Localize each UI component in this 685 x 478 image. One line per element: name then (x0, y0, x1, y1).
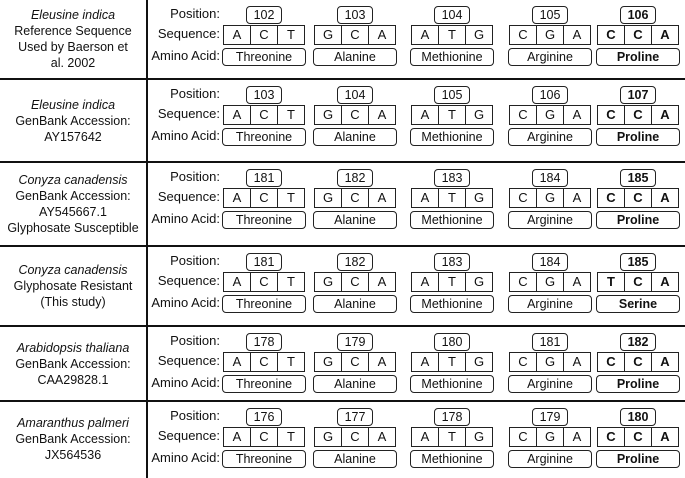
position-box: 103 (246, 86, 282, 104)
nucleotide-cell: C (510, 106, 537, 124)
nucleotide-cell: C (625, 273, 652, 291)
amino-acid-box: Alanine (313, 211, 397, 229)
nucleotide-cell: A (572, 190, 582, 205)
nucleotide-cell: A (412, 273, 439, 291)
codon-sequence-box (411, 352, 493, 372)
nucleotide-cell: C (251, 189, 278, 207)
codon-sequence-box (314, 25, 396, 45)
nucleotide-cell: C (342, 189, 369, 207)
amino-acid-box: Arginine (508, 295, 592, 313)
nucleotide-cell: G (473, 27, 485, 42)
amino-acid-row-title: Amino Acid: (151, 375, 220, 390)
amino-acid-box: Methionine (410, 450, 494, 468)
nucleotide-cell: G (315, 273, 342, 291)
nucleotide-cell: A (377, 190, 387, 205)
amino-acid-box: Threonine (222, 450, 306, 468)
codon-sequence-box (509, 105, 591, 125)
position-box: 106 (620, 6, 656, 24)
nucleotide-cell: G (473, 274, 485, 289)
codon-sequence-box (223, 105, 305, 125)
sequence-row-title: Sequence: (157, 428, 220, 443)
nucleotide-cell: A (224, 353, 251, 371)
nucleotide-cell: A (224, 26, 251, 44)
amino-acid-row-title: Amino Acid: (151, 48, 220, 63)
sequence-row-title: Sequence: (157, 353, 220, 368)
sequence-row-title: Sequence: (157, 106, 220, 121)
codon-sequence-box (597, 25, 679, 45)
nucleotide-cell: C (598, 106, 625, 124)
codon-sequence-box (597, 188, 679, 208)
label-line: Glyphosate Susceptible (7, 221, 139, 235)
label-line: AY545667.1 (39, 205, 107, 219)
nucleotide-cell: G (315, 353, 342, 371)
row-divider (0, 78, 685, 80)
nucleotide-cell: A (224, 189, 251, 207)
species-name: Eleusine indica (30, 8, 116, 22)
nucleotide-cell: T (287, 354, 295, 369)
amino-acid-box: Arginine (508, 211, 592, 229)
nucleotide-cell: A (412, 106, 439, 124)
amino-acid-box: Methionine (410, 128, 494, 146)
position-box: 180 (434, 333, 470, 351)
position-box: 178 (246, 333, 282, 351)
amino-acid-box: Methionine (410, 295, 494, 313)
nucleotide-cell: A (660, 27, 670, 42)
nucleotide-cell: A (660, 274, 670, 289)
position-box: 105 (532, 6, 568, 24)
nucleotide-cell: T (439, 273, 466, 291)
nucleotide-cell: G (537, 428, 564, 446)
amino-acid-box: Alanine (313, 450, 397, 468)
position-box: 179 (532, 408, 568, 426)
nucleotide-cell: A (660, 107, 670, 122)
codon-sequence-box (314, 352, 396, 372)
amino-acid-box: Alanine (313, 375, 397, 393)
nucleotide-cell: A (377, 107, 387, 122)
species-name: Amaranthus palmeri (17, 416, 129, 430)
nucleotide-cell: C (342, 106, 369, 124)
nucleotide-cell: G (537, 106, 564, 124)
label-line: GenBank Accession: (15, 356, 131, 371)
nucleotide-cell: A (224, 428, 251, 446)
nucleotide-cell: A (660, 354, 670, 369)
amino-acid-box: Methionine (410, 375, 494, 393)
species-name: Eleusine indica (30, 97, 116, 112)
codon-sequence-box (597, 105, 679, 125)
codon-sequence-box (223, 352, 305, 372)
nucleotide-cell: C (251, 273, 278, 291)
nucleotide-cell: A (377, 429, 387, 444)
nucleotide-cell: T (439, 189, 466, 207)
amino-acid-box: Methionine (410, 211, 494, 229)
nucleotide-cell: A (412, 189, 439, 207)
nucleotide-cell: G (315, 26, 342, 44)
nucleotide-cell: A (660, 429, 670, 444)
position-row-title: Position: (170, 253, 220, 268)
amino-acid-box: Threonine (222, 375, 306, 393)
nucleotide-cell: C (598, 428, 625, 446)
amino-acid-box: Proline (596, 375, 680, 393)
nucleotide-cell: G (537, 26, 564, 44)
position-box: 177 (337, 408, 373, 426)
nucleotide-cell: T (439, 428, 466, 446)
sequence-row-title: Sequence: (157, 26, 220, 41)
label-line: CAA29828.1 (37, 372, 109, 387)
nucleotide-cell: A (412, 26, 439, 44)
label-line: Used by Baerson et (18, 40, 128, 54)
row-divider (0, 400, 685, 402)
nucleotide-cell: G (473, 190, 485, 205)
nucleotide-cell: A (572, 429, 582, 444)
nucleotide-cell: G (537, 273, 564, 291)
nucleotide-cell: A (660, 190, 670, 205)
nucleotide-cell: A (572, 354, 582, 369)
position-row-title: Position: (170, 333, 220, 348)
label-line: Glyphosate Resistant (13, 279, 133, 293)
amino-acid-row-title: Amino Acid: (151, 211, 220, 226)
nucleotide-cell: C (342, 428, 369, 446)
nucleotide-cell: T (439, 106, 466, 124)
position-box: 183 (434, 169, 470, 187)
nucleotide-cell: T (287, 274, 295, 289)
label-line: Reference Sequence (14, 24, 132, 38)
species-name: Arabidopsis thaliana (16, 340, 130, 355)
nucleotide-cell: C (510, 428, 537, 446)
amino-acid-box: Threonine (222, 211, 306, 229)
nucleotide-cell: A (572, 27, 582, 42)
amino-acid-box: Threonine (222, 295, 306, 313)
nucleotide-cell: T (287, 190, 295, 205)
amino-acid-box: Methionine (410, 48, 494, 66)
nucleotide-cell: G (473, 354, 485, 369)
codon-sequence-box (509, 427, 591, 447)
nucleotide-cell: T (287, 27, 295, 42)
nucleotide-cell: C (251, 353, 278, 371)
row-divider (0, 325, 685, 327)
nucleotide-cell: C (342, 26, 369, 44)
label-line: GenBank Accession: (15, 432, 131, 446)
position-row-title: Position: (170, 169, 220, 184)
nucleotide-cell: C (625, 189, 652, 207)
codon-sequence-box (509, 188, 591, 208)
nucleotide-cell: C (510, 273, 537, 291)
codon-sequence-box (411, 25, 493, 45)
amino-acid-row-title: Amino Acid: (151, 128, 220, 143)
label-line: al. 2002 (50, 56, 96, 70)
position-box: 106 (532, 86, 568, 104)
position-row-title: Position: (170, 408, 220, 423)
label-line: GenBank Accession: (15, 113, 131, 128)
nucleotide-cell: C (510, 26, 537, 44)
position-row-title: Position: (170, 6, 220, 21)
position-box: 104 (337, 86, 373, 104)
codon-sequence-box (223, 25, 305, 45)
nucleotide-cell: C (598, 353, 625, 371)
codon-sequence-box (411, 272, 493, 292)
panel-label (0, 340, 146, 388)
nucleotide-cell: A (224, 106, 251, 124)
nucleotide-cell: A (224, 273, 251, 291)
position-box: 182 (620, 333, 656, 351)
species-name: Conyza canadensis (18, 173, 128, 187)
codon-sequence-box (411, 427, 493, 447)
position-box: 105 (434, 86, 470, 104)
nucleotide-cell: A (572, 274, 582, 289)
amino-acid-box: Arginine (508, 375, 592, 393)
nucleotide-cell: A (377, 27, 387, 42)
sequence-row-title: Sequence: (157, 189, 220, 204)
nucleotide-cell: G (315, 189, 342, 207)
position-box: 103 (337, 6, 373, 24)
codon-sequence-box (411, 188, 493, 208)
nucleotide-cell: A (377, 274, 387, 289)
amino-acid-box: Serine (596, 295, 680, 313)
nucleotide-cell: C (510, 189, 537, 207)
position-box: 179 (337, 333, 373, 351)
label-line: GenBank Accession: (15, 189, 131, 203)
panel-label (0, 415, 146, 463)
amino-acid-box: Alanine (313, 48, 397, 66)
vertical-divider (146, 0, 148, 478)
position-box: 102 (246, 6, 282, 24)
nucleotide-cell: C (342, 273, 369, 291)
amino-acid-box: Proline (596, 450, 680, 468)
sequence-row-title: Sequence: (157, 273, 220, 288)
position-box: 180 (620, 408, 656, 426)
codon-sequence-box (509, 272, 591, 292)
nucleotide-cell: C (625, 353, 652, 371)
nucleotide-cell: G (537, 353, 564, 371)
amino-acid-box: Proline (596, 128, 680, 146)
species-name: Conyza canadensis (18, 263, 128, 277)
codon-sequence-box (597, 272, 679, 292)
position-box: 183 (434, 253, 470, 271)
position-box: 178 (434, 408, 470, 426)
nucleotide-cell: G (473, 429, 485, 444)
nucleotide-cell: C (251, 106, 278, 124)
codon-sequence-box (223, 272, 305, 292)
nucleotide-cell: G (537, 189, 564, 207)
position-box: 107 (620, 86, 656, 104)
position-box: 104 (434, 6, 470, 24)
nucleotide-cell: T (439, 353, 466, 371)
codon-sequence-box (314, 105, 396, 125)
nucleotide-cell: A (572, 107, 582, 122)
position-box: 182 (337, 253, 373, 271)
nucleotide-cell: T (287, 107, 295, 122)
amino-acid-row-title: Amino Acid: (151, 450, 220, 465)
row-divider (0, 245, 685, 247)
amino-acid-box: Proline (596, 48, 680, 66)
codon-sequence-box (411, 105, 493, 125)
position-box: 184 (532, 169, 568, 187)
amino-acid-box: Alanine (313, 295, 397, 313)
codon-sequence-box (597, 352, 679, 372)
panel-label (0, 172, 146, 236)
nucleotide-cell: C (342, 353, 369, 371)
position-row-title: Position: (170, 86, 220, 101)
position-box: 184 (532, 253, 568, 271)
nucleotide-cell: C (510, 353, 537, 371)
nucleotide-cell: T (439, 26, 466, 44)
amino-acid-row-title: Amino Acid: (151, 295, 220, 310)
nucleotide-cell: G (473, 107, 485, 122)
amino-acid-box: Arginine (508, 450, 592, 468)
nucleotide-cell: G (315, 106, 342, 124)
amino-acid-box: Arginine (508, 48, 592, 66)
label-line: AY157642 (44, 129, 102, 144)
codon-sequence-box (223, 427, 305, 447)
position-box: 182 (337, 169, 373, 187)
codon-sequence-box (597, 427, 679, 447)
codon-sequence-box (509, 352, 591, 372)
panel-label (0, 262, 146, 310)
codon-sequence-box (314, 427, 396, 447)
nucleotide-cell: C (598, 26, 625, 44)
nucleotide-cell: C (625, 428, 652, 446)
nucleotide-cell: A (377, 354, 387, 369)
position-box: 181 (532, 333, 568, 351)
nucleotide-cell: A (412, 428, 439, 446)
position-box: 176 (246, 408, 282, 426)
nucleotide-cell: C (598, 189, 625, 207)
codon-sequence-box (223, 188, 305, 208)
label-line: JX564536 (44, 448, 102, 462)
panel-label (0, 7, 146, 71)
nucleotide-cell: A (412, 353, 439, 371)
codon-sequence-box (314, 272, 396, 292)
amino-acid-box: Threonine (222, 48, 306, 66)
nucleotide-cell: G (315, 428, 342, 446)
position-box: 181 (246, 169, 282, 187)
nucleotide-cell: T (287, 429, 295, 444)
amino-acid-box: Threonine (222, 128, 306, 146)
nucleotide-cell: C (625, 106, 652, 124)
position-box: 181 (246, 253, 282, 271)
nucleotide-cell: C (251, 428, 278, 446)
panel-label (0, 97, 146, 145)
amino-acid-box: Arginine (508, 128, 592, 146)
nucleotide-cell: T (598, 273, 625, 291)
nucleotide-cell: C (251, 26, 278, 44)
position-box: 185 (620, 253, 656, 271)
codon-sequence-box (314, 188, 396, 208)
row-divider (0, 161, 685, 163)
codon-sequence-box (509, 25, 591, 45)
position-box: 185 (620, 169, 656, 187)
amino-acid-box: Alanine (313, 128, 397, 146)
label-line: (This study) (40, 295, 106, 309)
nucleotide-cell: C (625, 26, 652, 44)
amino-acid-box: Proline (596, 211, 680, 229)
